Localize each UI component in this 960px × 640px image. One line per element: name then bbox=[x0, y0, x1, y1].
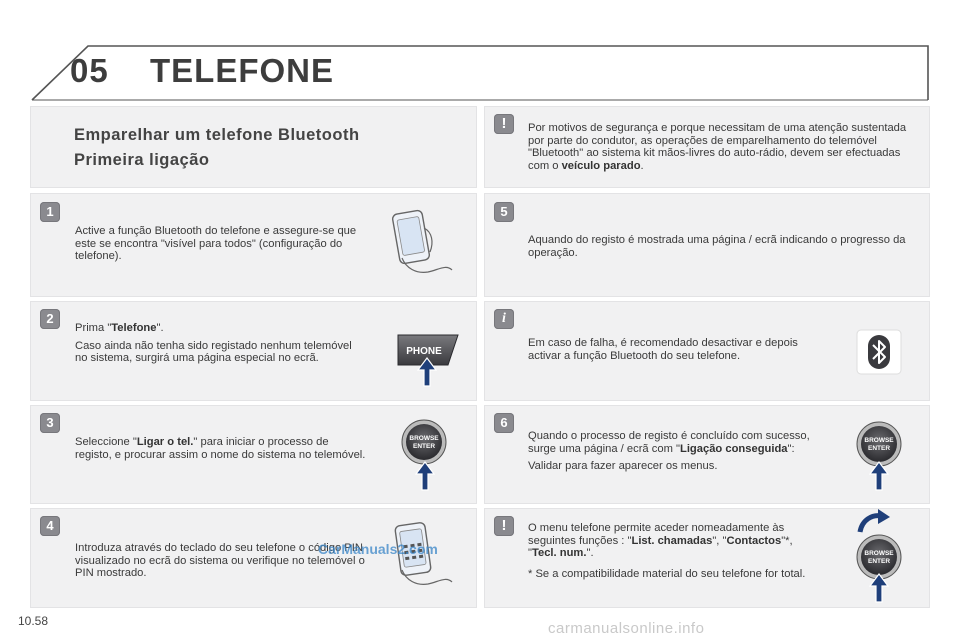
phone-hand-icon bbox=[388, 208, 458, 278]
press-arrow-menu bbox=[868, 572, 890, 604]
svg-text:BROWSE: BROWSE bbox=[864, 437, 894, 444]
warning-top-text: Por motivos de segurança e porque necessitam de uma atenção sustentada por parte do condutor, as operações de emparelhamento do telemóvel "Bluetooth" ao sistema kit mãos-livres do auto-rádio, devem ser efectuadas com o veículo parado. bbox=[528, 122, 907, 172]
step-3-text: Seleccione "Ligar o tel." para iniciar o processo de registo, e procurar assim o nome do sistema no telemóvel. bbox=[75, 436, 366, 461]
section-title-line2: Primeira ligação bbox=[74, 151, 210, 169]
carmanuals-logo: CarManuals2.com bbox=[318, 541, 438, 557]
section-title-panel bbox=[30, 106, 477, 188]
svg-text:PHONE: PHONE bbox=[406, 346, 442, 357]
svg-text:ENTER: ENTER bbox=[412, 443, 436, 450]
alert-icon-bottom: ! bbox=[494, 516, 514, 536]
info-icon: i bbox=[494, 309, 514, 329]
info-text: Em caso de falha, é recomendado desactivar e depois activar a função Bluetooth do seu telefone. bbox=[528, 337, 798, 362]
bluetooth-icon bbox=[856, 329, 902, 375]
step-2-text: Prima "Telefone". Caso ainda não tenha sido registado nenhum telemóvel no sistema, surgirá uma página especial no ecrã. bbox=[75, 322, 352, 365]
section-title-line1: Emparelhar um telefone Bluetooth bbox=[74, 126, 360, 144]
step-6-badge: 6 bbox=[494, 413, 514, 433]
press-arrow-step3 bbox=[414, 460, 436, 492]
page-title: TELEFONE bbox=[150, 52, 335, 89]
press-arrow-phone bbox=[416, 356, 438, 388]
warning-bottom-text: O menu telefone permite aceder nomeadamente às seguintes funções : "List. chamadas", "Contactos"*, "Tecl. num.". * Se a compatibilidade material do seu telefone for total. bbox=[528, 522, 806, 580]
svg-text:ENTER: ENTER bbox=[867, 558, 891, 565]
step-1-text: Active a função Bluetooth do telefone e assegure-se que este se encontra "visível para todos" (configuração do telefone). bbox=[75, 225, 357, 263]
step-4-badge: 4 bbox=[40, 516, 60, 536]
watermark: carmanualsonline.info bbox=[548, 620, 705, 637]
svg-text:ENTER: ENTER bbox=[867, 445, 891, 452]
rotate-arrow-icon bbox=[856, 508, 892, 536]
page-number: 10.58 bbox=[18, 614, 49, 628]
press-arrow-step6 bbox=[868, 460, 890, 492]
step-5-badge: 5 bbox=[494, 202, 514, 222]
browse-enter-button-step3[interactable] bbox=[401, 419, 447, 465]
step-1-badge: 1 bbox=[40, 202, 60, 222]
chapter-number: 05 bbox=[70, 52, 109, 89]
step-2-badge: 2 bbox=[40, 309, 60, 329]
step-5-text: Aquando do registo é mostrada uma página / ecrã indicando o progresso da operação. bbox=[528, 234, 906, 259]
step-3-badge: 3 bbox=[40, 413, 60, 433]
alert-icon: ! bbox=[494, 114, 514, 134]
svg-text:BROWSE: BROWSE bbox=[409, 435, 439, 442]
svg-text:BROWSE: BROWSE bbox=[864, 550, 894, 557]
step-6-text: Quando o processo de registo é concluído com sucesso, surge uma página / ecrã com "Ligação conseguida": Validar para fazer aparecer os menus. bbox=[528, 430, 810, 473]
step-4-text: Introduza através do teclado do seu telefone o código PIN visualizado no ecrã do sistema ou verifique no telemóvel o PIN mostrado. bbox=[75, 542, 365, 580]
